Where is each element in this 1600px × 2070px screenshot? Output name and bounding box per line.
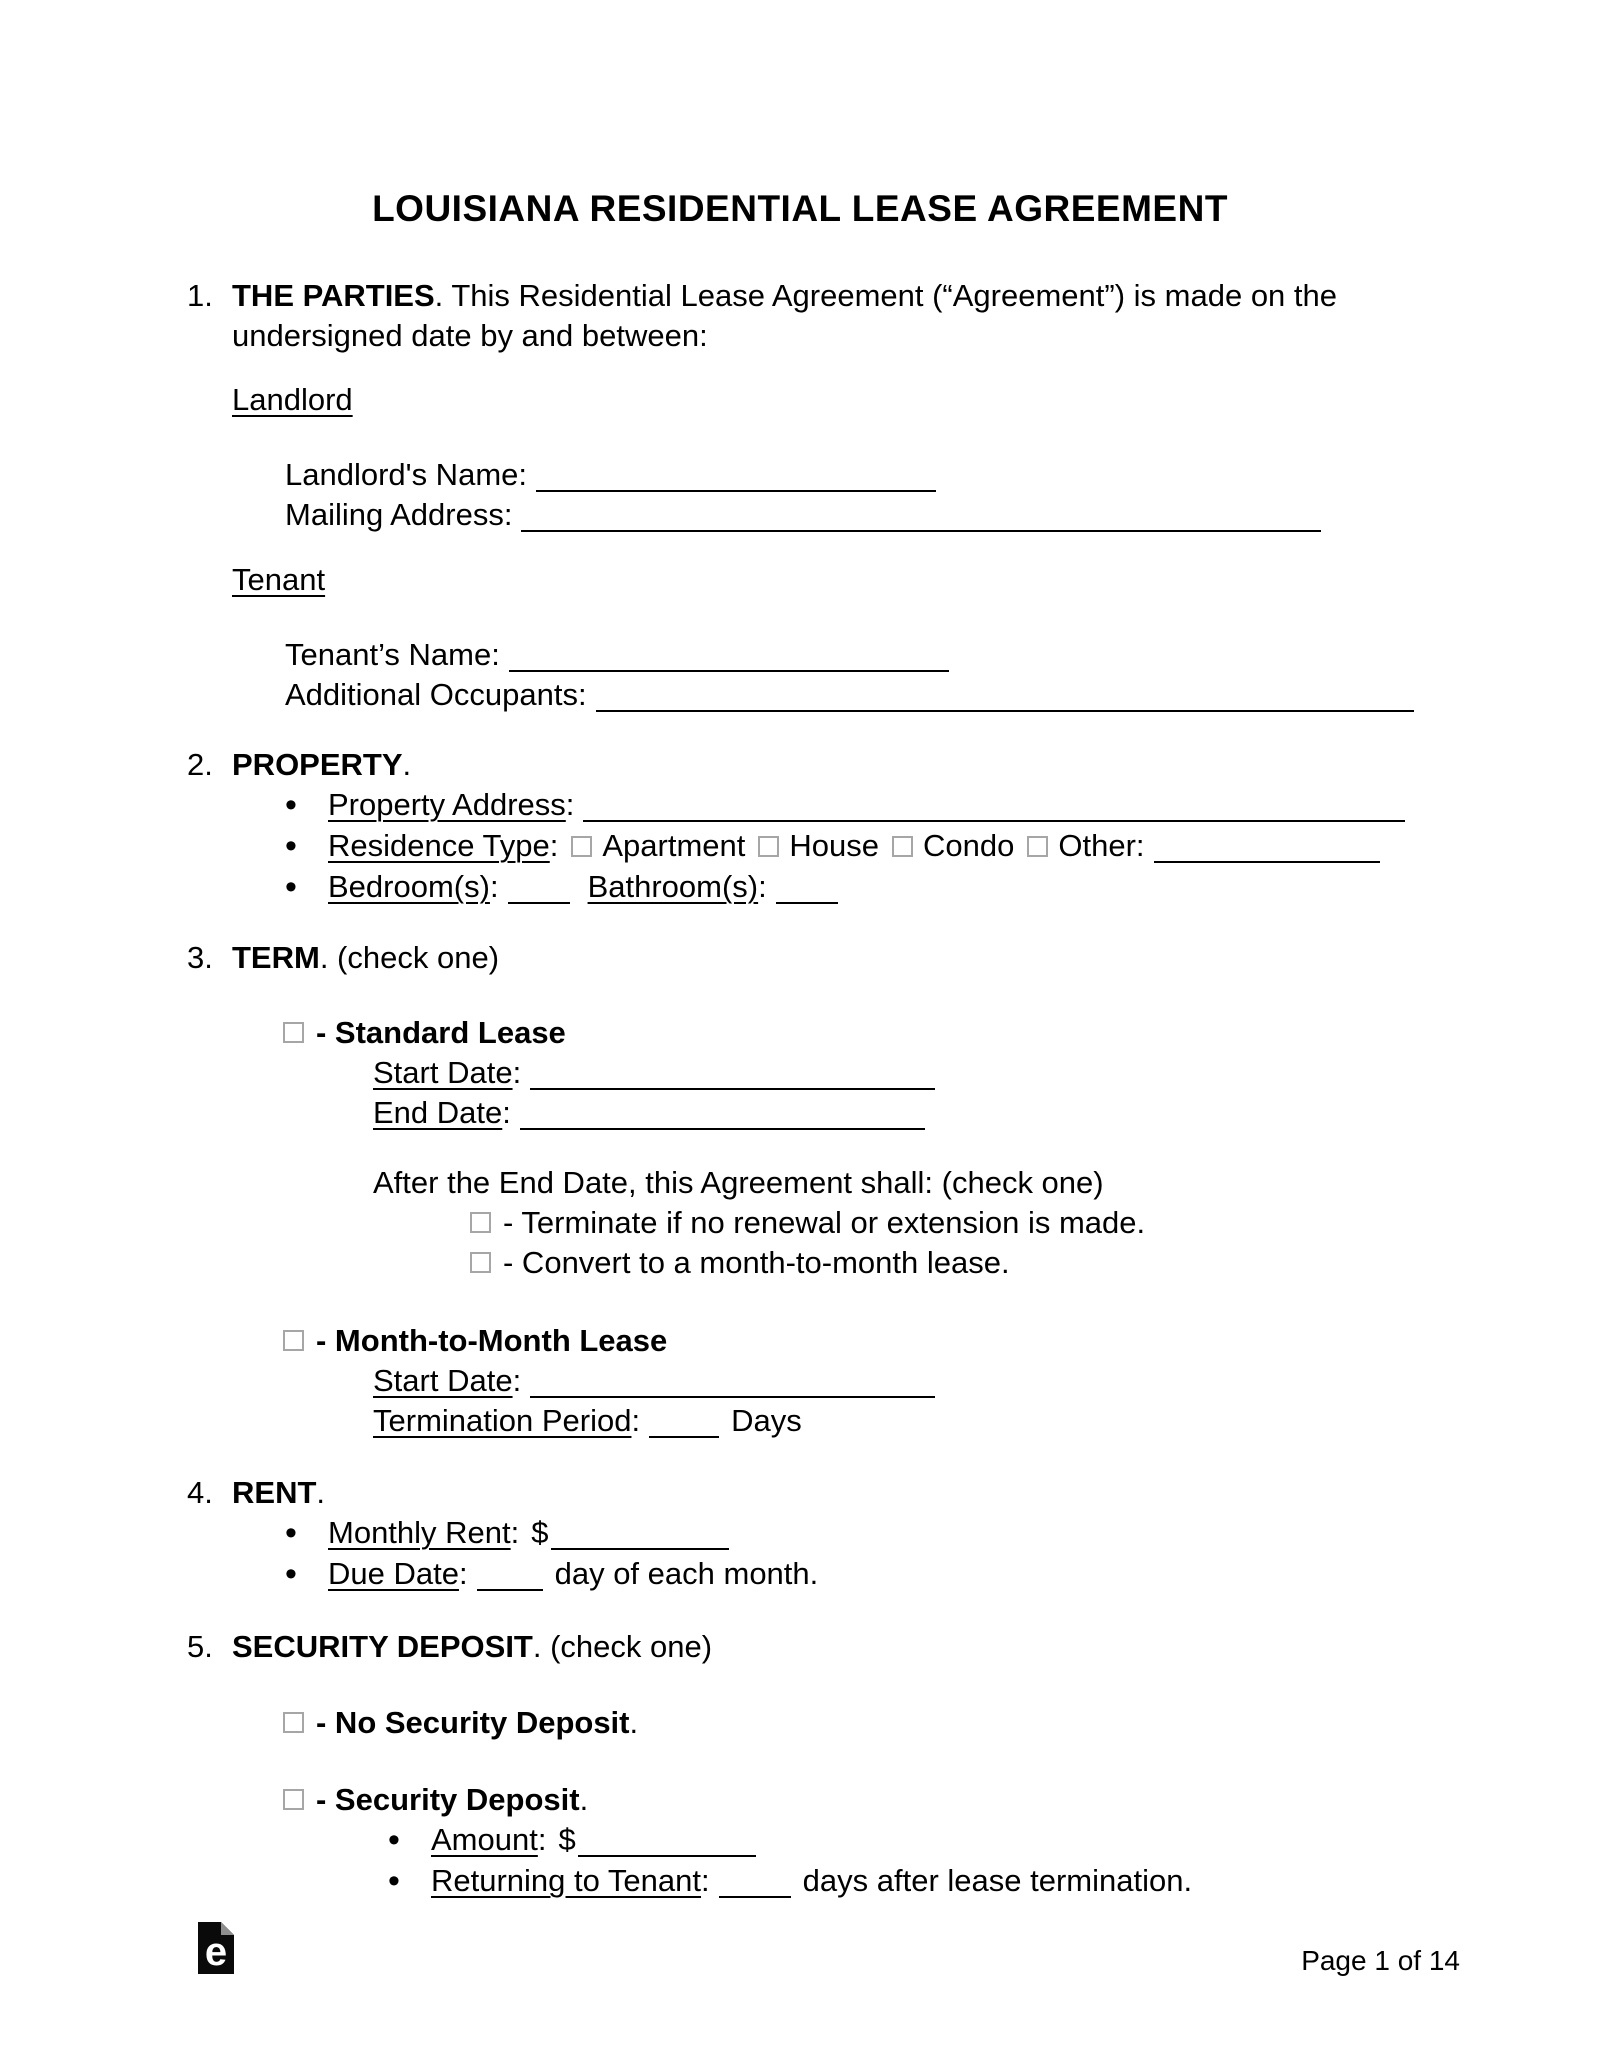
month-to-month-option-row [283,1321,1450,1361]
term-heading-row [232,938,1450,978]
section-the-parties [187,276,1450,715]
section-rent [187,1473,1450,1595]
residence-option-apartment [571,828,745,863]
rent-heading-row [232,1473,1450,1513]
dollar-sign: $ [558,1822,576,1857]
mailing-address-field[interactable] [521,516,1321,532]
residence-option-other [1027,828,1144,863]
apartment-label: Apartment [602,828,746,863]
convert-option-label: - Convert to a month-to-month lease. [503,1245,1010,1280]
dollar-sign: $ [531,1515,549,1550]
landlord-subheading: Landlord [232,382,353,417]
property-address-label: Property Address [328,787,566,822]
bedrooms-field[interactable] [508,888,570,904]
property-heading-suffix: . [402,747,412,782]
colon: : [631,1403,641,1438]
bullet-icon [285,1554,328,1595]
bedrooms-bathrooms-row [285,867,1450,908]
residence-type-row [285,826,1450,867]
colon: : [502,1095,511,1130]
no-deposit-option-row [283,1703,1450,1743]
returning-suffix: days after lease termination. [802,1863,1193,1898]
page-number: Page 1 of 14 [1301,1945,1460,1976]
parties-heading: THE PARTIES [232,278,435,313]
standard-end-date-row [373,1093,1450,1133]
checkbox-terminate[interactable] [470,1212,491,1233]
standard-lease-option-row [283,1013,1450,1053]
period: . [579,1782,589,1817]
colon: : [512,1363,522,1398]
standard-lease-label: - Standard Lease [316,1015,566,1050]
monthly-rent-row [285,1513,1450,1554]
term-heading-suffix: . (check one) [319,940,500,975]
house-label: House [789,828,879,863]
checkbox-no-security-deposit[interactable] [283,1712,304,1733]
bedrooms-label: Bedroom(s) [328,869,490,904]
checkbox-house[interactable] [758,836,779,857]
mailing-address-label: Mailing Address: [285,497,513,532]
landlord-name-field[interactable] [536,476,936,492]
colon: : [458,1556,468,1591]
section-term [187,938,1450,1441]
deposit-option-row [283,1780,1450,1820]
monthly-rent-field[interactable] [551,1534,729,1550]
standard-start-date-label: Start Date [373,1055,513,1090]
standard-end-date-label: End Date [373,1095,503,1130]
colon: : [758,869,767,904]
deposit-heading-row [232,1627,1450,1667]
property-address-row [285,785,1450,826]
section-number-1: 1. [187,278,213,313]
standard-end-date-field[interactable] [520,1114,925,1130]
section-number-4: 4. [187,1475,213,1510]
termination-period-row [373,1401,1450,1441]
deposit-heading-suffix: . (check one) [532,1629,713,1664]
landlord-name-label: Landlord's Name: [285,457,527,492]
deposit-heading: SECURITY DEPOSIT [232,1629,533,1664]
property-heading: PROPERTY [232,747,403,782]
parties-intro [232,276,1450,356]
m2m-start-date-label: Start Date [373,1363,513,1398]
colon: : [701,1863,710,1898]
due-date-field[interactable] [477,1575,543,1591]
parties-intro-text: . This Residential Lease Agreement (“Agreement”) is made on the undersigned date by and between: [232,278,1338,353]
period: . [629,1705,639,1740]
tenant-subheading: Tenant [232,562,326,597]
residence-other-field[interactable] [1154,847,1380,863]
deposit-label: - Security Deposit [316,1782,580,1817]
other-label: Other: [1058,828,1145,863]
section-security-deposit [187,1627,1450,1902]
bathrooms-label: Bathroom(s) [587,869,759,904]
tenant-name-label: Tenant’s Name: [285,637,500,672]
checkbox-condo[interactable] [892,836,913,857]
due-date-label: Due Date [328,1556,459,1591]
document-content [0,276,1600,1902]
monthly-rent-label: Monthly Rent [328,1515,511,1550]
colon: : [512,1055,522,1090]
property-address-field[interactable] [583,806,1405,822]
bullet-icon [285,785,328,826]
residence-type-label: Residence Type [328,828,550,863]
no-deposit-label: - No Security Deposit [316,1705,630,1740]
checkbox-standard-lease[interactable] [283,1022,304,1043]
deposit-amount-row [388,1820,1450,1861]
checkbox-month-to-month-lease[interactable] [283,1330,304,1351]
eforms-logo [198,1922,234,1974]
section-number-2: 2. [187,747,213,782]
rent-heading-suffix: . [316,1475,326,1510]
m2m-start-date-field[interactable] [530,1382,935,1398]
bullet-icon [285,826,328,867]
bullet-icon [388,1861,431,1902]
month-to-month-label: - Month-to-Month Lease [316,1323,668,1358]
checkbox-other[interactable] [1027,836,1048,857]
rent-heading: RENT [232,1475,317,1510]
checkbox-security-deposit[interactable] [283,1789,304,1810]
condo-label: Condo [923,828,1015,863]
deposit-amount-label: Amount [431,1822,538,1857]
termination-period-field[interactable] [649,1422,719,1438]
residence-option-house [758,828,879,863]
checkbox-apartment[interactable] [571,836,592,857]
checkbox-convert-month-to-month[interactable] [470,1252,491,1273]
colon: : [489,869,499,904]
renewal-intro: After the End Date, this Agreement shall: (check one) [373,1165,1104,1200]
returning-days-field[interactable] [719,1882,791,1898]
termination-days-suffix: Days [731,1403,802,1438]
term-heading: TERM [232,940,320,975]
bullet-icon [388,1820,431,1861]
returning-to-tenant-label: Returning to Tenant [431,1863,702,1898]
terminate-option-label: - Terminate if no renewal or extension is made. [503,1205,1146,1240]
colon: : [537,1822,547,1857]
bullet-icon [285,867,328,908]
tenant-name-field[interactable] [509,656,949,672]
colon: : [565,787,575,822]
due-date-suffix: day of each month. [554,1556,819,1591]
terminate-option-row [470,1203,1450,1243]
tenant-name-row [285,635,1450,675]
section-number-5: 5. [187,1629,213,1664]
property-heading-row [232,745,1450,785]
standard-start-date-field[interactable] [530,1074,935,1090]
additional-occupants-label: Additional Occupants: [285,677,587,712]
deposit-amount-field[interactable] [578,1841,756,1857]
m2m-start-date-row [373,1361,1450,1401]
additional-occupants-row [285,675,1450,715]
logo-letter: e [204,1930,228,1974]
landlord-name-row [285,455,1450,495]
colon: : [510,1515,520,1550]
bathrooms-field[interactable] [776,888,838,904]
document-title: LOUISIANA RESIDENTIAL LEASE AGREEMENT [372,188,1228,229]
section-number-3: 3. [187,940,213,975]
residence-option-condo [892,828,1014,863]
colon: : [549,828,559,863]
section-property [187,745,1450,908]
returning-to-tenant-row [388,1861,1450,1902]
termination-period-label: Termination Period [373,1403,632,1438]
standard-start-date-row [373,1053,1450,1093]
mailing-address-row [285,495,1450,535]
additional-occupants-field[interactable] [596,696,1414,712]
convert-option-row [470,1243,1450,1283]
due-date-row [285,1554,1450,1595]
bullet-icon [285,1513,328,1554]
